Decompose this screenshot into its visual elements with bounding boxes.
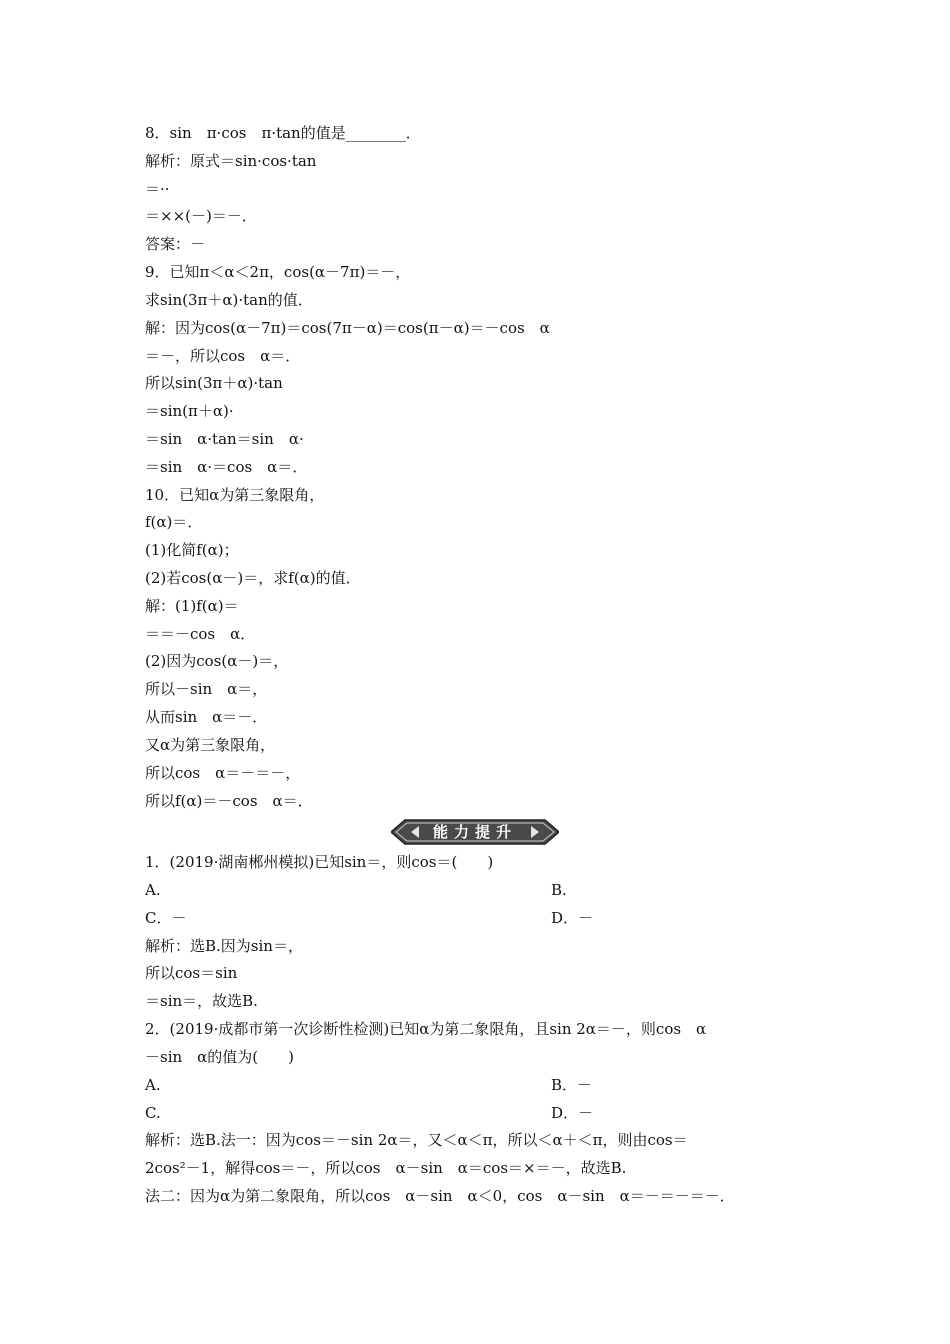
q8-analysis: 解析：原式＝sin·cos·tan (145, 152, 317, 170)
q9-solution-line: ＝sin α·＝cos α＝． (145, 458, 308, 476)
p1-question: 1．(2019·湖南郴州模拟)已知sin＝，则cos＝( ) (145, 853, 494, 871)
p2-question-cont: －sin α的值为( ) (145, 1048, 294, 1066)
p2-option-b: B．－ (551, 1076, 593, 1094)
q10-part2: (2)若cos(α－)＝，求f(α)的值． (145, 569, 361, 587)
q9-solution-line: ＝－，所以cos α＝． (145, 347, 301, 365)
q10-solution-line: 所以－sin α＝， (145, 680, 268, 698)
p1-analysis-line: 所以cos＝sin (145, 964, 238, 982)
q9-question: 9．已知π＜α＜2π，cos(α－7π)＝－， (145, 263, 411, 281)
p1-option-b: B. (551, 881, 567, 899)
p2-question: 2．(2019·成都市第一次诊断性检测)已知α为第二象限角，且sin 2α＝－，则cos α (145, 1020, 707, 1038)
q9-ask: 求sin(3π＋α)·tan的值． (145, 291, 313, 309)
q10-function: f(α)＝． (145, 513, 203, 531)
q10-solution-line: 又α为第三象限角， (145, 736, 276, 754)
q8-answer: 答案：－ (145, 235, 206, 253)
q10-solution-line: 从而sin α＝－． (145, 708, 268, 726)
p1-option-d: D．－ (551, 909, 594, 927)
q9-solution-line: 所以sin(3π＋α)·tan (145, 374, 283, 392)
q8-step2: ＝××(－)＝－． (145, 207, 257, 225)
q8-question: 8．sin π·cos π·tan的值是________． (145, 124, 421, 142)
p1-analysis-line: ＝sin＝，故选B. (145, 992, 258, 1010)
q10-part1: (1)化简f(α)； (145, 541, 239, 559)
p1-option-a: A. (145, 881, 161, 899)
q9-solution-line: 解：因为cos(α－7π)＝cos(7π－α)＝cos(π－α)＝－cos α (145, 319, 550, 337)
banner-title: 能力提升 (432, 823, 517, 841)
p2-analysis-line: 解析：选B.法一：因为cos＝－sin 2α＝，又＜α＜π，所以＜α＋＜π，则由cos＝ (145, 1131, 688, 1149)
p2-analysis-line: 2cos²－1，解得cos＝－，所以cos α－sin α＝cos＝×＝－，故选B. (145, 1159, 627, 1177)
section-banner (391, 818, 559, 846)
p1-option-c: C．－ (145, 909, 187, 927)
q8-step1: ＝·· (145, 180, 170, 198)
p2-option-a: A. (145, 1076, 161, 1094)
q10-solution-line: (2)因为cos(α－)＝， (145, 652, 289, 670)
q9-solution-line: ＝sin(π＋α)· (145, 402, 234, 420)
q10-solution-line: 所以cos α＝－＝－， (145, 764, 301, 782)
q10-solution-line: 解：(1)f(α)＝ (145, 597, 239, 615)
p2-option-d: D．－ (551, 1104, 594, 1122)
q10-solution-line: ＝＝－cos α． (145, 625, 256, 643)
p2-analysis-line: 法二：因为α为第二象限角，所以cos α－sin α＜0，cos α－sin α＝－＝－＝－． (145, 1187, 735, 1205)
q9-solution-line: ＝sin α·tan＝sin α· (145, 430, 304, 448)
p2-option-c: C. (145, 1104, 161, 1122)
q10-question: 10．已知α为第三象限角， (145, 486, 325, 504)
p1-analysis-line: 解析：选B.因为sin＝， (145, 937, 303, 955)
q10-solution-line: 所以f(α)＝－cos α＝． (145, 792, 313, 810)
